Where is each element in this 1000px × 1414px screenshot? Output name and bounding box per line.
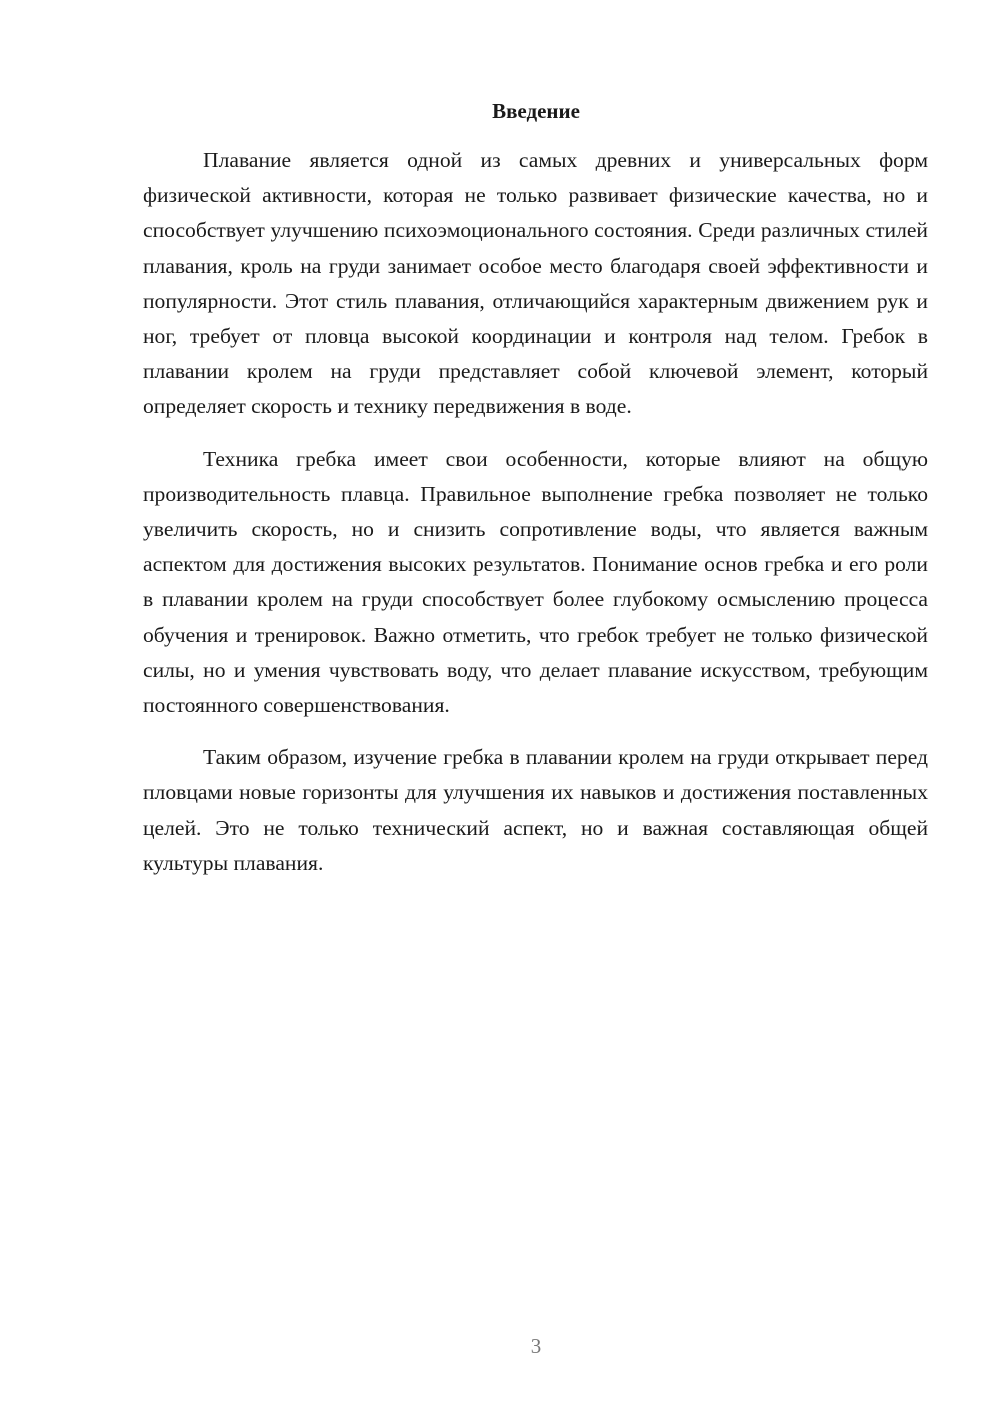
paragraph-1: Плавание является одной из самых древних и универсальных форм физической активности, которая не только развивает физические качества, но и способствует улучшению психоэмоционального состояния. Среди различных стилей плавания, кроль на груди занимает особое место благодаря своей эффективности и популярности. Этот стиль плавания, отличающийся характерным движением рук и ног, требует от пловца высокой координации и контроля над телом. Гребок в плавании кролем на груди представляет собой ключевой элемент, который определяет скорость и технику передвижения в воде. <box>143 148 928 419</box>
body-text <box>143 143 928 898</box>
paragraph-3: Таким образом, изучение гребка в плавании кролем на груди открывает перед пловцами новые горизонты для улучшения их навыков и достижения поставленных целей. Это не только технический аспект, но и важная составляющая общей культуры плавания. <box>143 745 928 875</box>
page-number: 3 <box>530 1334 542 1358</box>
paragraph-2: Техника гребка имеет свои особенности, которые влияют на общую производительность плавца. Правильное выполнение гребка позволяет не только увеличить скорость, но и снизить сопротивление воды, что является важным аспектом для достижения высоких результатов. Понимание основ гребка и его роли в плавании кролем на груди способствует более глубокому осмыслению процесса обучения и тренировок. Важно отметить, что гребок требует не только физической силы, но и умения чувствовать воду, что делает плавание искусством, требующим постоянного совершенствования. <box>143 446 928 718</box>
section-title: Введение <box>492 99 580 123</box>
